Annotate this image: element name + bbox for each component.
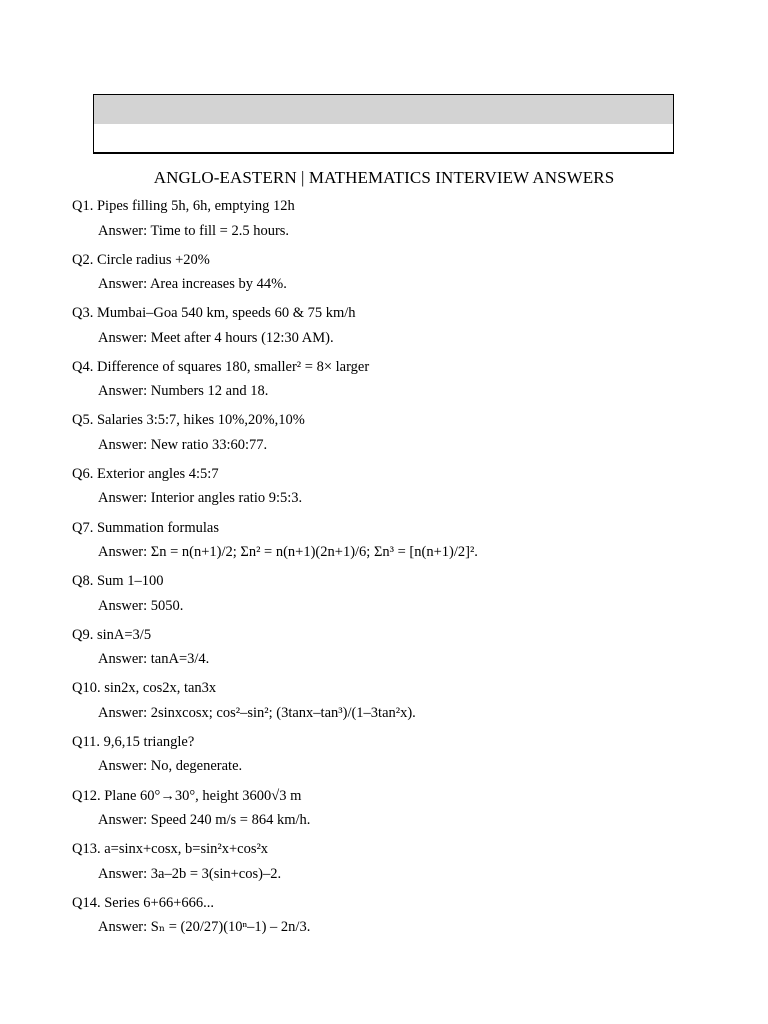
answer-text: Answer: 2sinxcosx; cos²–sin²; (3tanx–tan³)/(1–3tan²x). [98, 704, 416, 721]
question-text: Q12. Plane 60°→30°, height 3600√3 m [72, 787, 302, 804]
document-title: ANGLO-EASTERN | MATHEMATICS INTERVIEW ANSWERS [153, 168, 615, 187]
question-text: Q5. Salaries 3:5:7, hikes 10%,20%,10% [72, 412, 305, 429]
qa-list [72, 196, 732, 946]
header-band [94, 95, 673, 124]
qa-item [72, 518, 732, 572]
qa-item [72, 839, 732, 893]
qa-item [72, 678, 732, 732]
qa-item [72, 410, 732, 464]
header-blank-row [94, 124, 673, 152]
question-text: Q11. 9,6,15 triangle? [72, 733, 195, 750]
answer-text: Answer: Meet after 4 hours (12:30 AM). [98, 329, 334, 346]
question-text: Q10. sin2x, cos2x, tan3x [72, 680, 217, 697]
answer-text: Answer: No, degenerate. [98, 758, 243, 775]
question-text: Q1. Pipes filling 5h, 6h, emptying 12h [72, 198, 295, 214]
qa-item [72, 571, 732, 625]
qa-item [72, 357, 732, 411]
question-text: Q14. Series 6+66+666... [72, 894, 215, 911]
answer-text: Answer: 5050. [98, 597, 184, 614]
answer-text: Answer: 3a–2b = 3(sin+cos)–2. [98, 865, 282, 882]
qa-item [72, 303, 732, 357]
answer-text: Answer: Speed 240 m/s = 864 km/h. [98, 812, 311, 829]
answer-text: Answer: Area increases by 44%. [98, 276, 287, 293]
question-text: Q4. Difference of squares 180, smaller² = 8× larger [72, 358, 370, 375]
question-text: Q3. Mumbai–Goa 540 km, speeds 60 & 75 km/h [72, 305, 356, 322]
answer-text: Answer: Numbers 12 and 18. [98, 383, 269, 400]
qa-item [72, 732, 732, 786]
qa-item [72, 786, 732, 840]
answer-text: Answer: tanA=3/4. [98, 651, 210, 668]
question-text: Q8. Sum 1–100 [72, 573, 164, 590]
question-text: Q2. Circle radius +20% [72, 251, 210, 268]
answer-text: Answer: Time to fill = 2.5 hours. [98, 222, 290, 239]
question-text: Q13. a=sinx+cosx, b=sin²x+cos²x [72, 841, 269, 858]
answer-text: Answer: Interior angles ratio 9:5:3. [98, 490, 303, 507]
qa-item [72, 893, 732, 947]
answer-text: Answer: Sₙ = (20/27)(10ⁿ–1) – 2n/3. [98, 919, 311, 936]
answer-text: Answer: New ratio 33:60:77. [98, 436, 268, 453]
answer-text: Answer: Σn = n(n+1)/2; Σn² = n(n+1)(2n+1)/6; Σn³ = [n(n+1)/2]². [98, 544, 478, 561]
qa-item [72, 464, 732, 518]
qa-item [72, 250, 732, 304]
question-text: Q6. Exterior angles 4:5:7 [72, 465, 219, 482]
question-text: Q9. sinA=3/5 [72, 626, 152, 643]
qa-item [72, 196, 732, 250]
qa-item [72, 625, 732, 679]
question-text: Q7. Summation formulas [72, 519, 220, 536]
header-box [93, 94, 674, 154]
